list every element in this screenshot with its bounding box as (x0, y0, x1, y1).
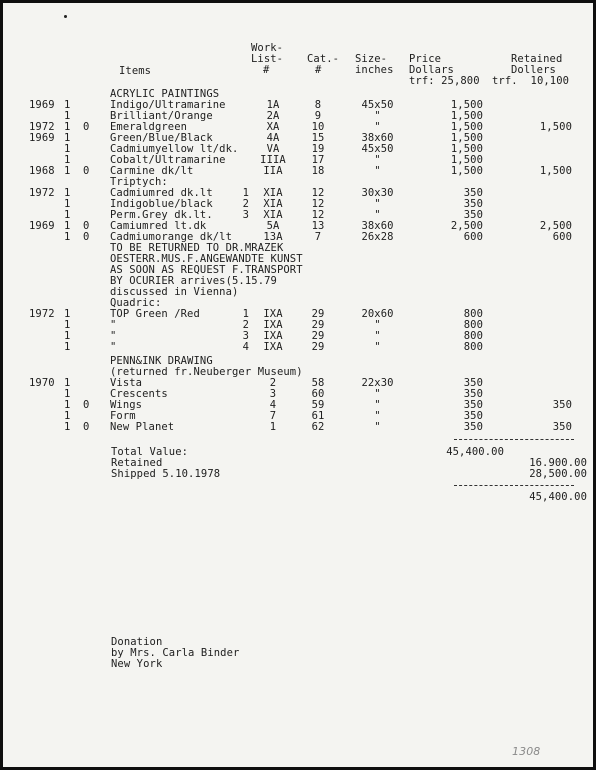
header-size-1: Size- (355, 53, 388, 65)
cell-wl: IIA (263, 165, 283, 177)
header-work-list-1: Work- (251, 42, 284, 54)
cell-size: 38x60 (361, 220, 394, 232)
cell-item: Cadmiumorange dk/lt (110, 231, 233, 243)
cell-num: 1 (242, 308, 249, 320)
cell-price: 350 (463, 388, 483, 400)
cell-year: 1972 (29, 121, 55, 133)
cell-num: 1 (242, 187, 249, 199)
cell-wl: IXA (263, 319, 283, 331)
cell-year: 1969 (29, 220, 55, 232)
cell-price: 350 (463, 187, 483, 199)
cell-c1: 1 (64, 421, 71, 433)
cell-price: 350 (463, 399, 483, 411)
cell-size: " (374, 399, 381, 411)
cell-cat: 59 (311, 399, 325, 411)
cell-item: Form (110, 410, 136, 422)
cell-c1: 1 (64, 399, 71, 411)
cell-cat: 15 (311, 132, 325, 144)
cell-item: Indigoblue/black (110, 198, 213, 210)
cell-cat: 8 (314, 99, 322, 111)
cell-cat: 12 (311, 209, 325, 221)
cell-price: 1,500 (450, 110, 483, 122)
cell-cat: 18 (311, 165, 325, 177)
cell-item: Brilliant/Orange (110, 110, 213, 122)
cell-item: " (110, 330, 117, 342)
cell-price: 350 (463, 198, 483, 210)
cell-size: " (374, 121, 381, 133)
cell-size: 45x50 (361, 99, 394, 111)
donation-line-1: Donation (111, 636, 163, 648)
cell-item: New Planet (110, 421, 175, 433)
cell-wl: 4 (269, 399, 277, 411)
cell-price: 350 (463, 209, 483, 221)
cell-cat: 29 (311, 341, 325, 353)
cell-size: 20x60 (361, 308, 394, 320)
cell-price: 1,500 (450, 143, 483, 155)
cell-wl: XA (266, 121, 280, 133)
cell-c1: 1 (64, 330, 71, 342)
cell-wl: IXA (263, 308, 283, 320)
cell-price: 800 (463, 341, 483, 353)
cell-wl: XIA (263, 209, 283, 221)
cell-size: " (374, 198, 381, 210)
cell-c1: 1 (64, 121, 71, 133)
cell-size: 38x60 (361, 132, 394, 144)
cell-c1: 1 (64, 198, 71, 210)
cell-item: Carmine dk/lt (110, 165, 194, 177)
cell-item: TOP Green /Red (110, 308, 200, 320)
cell-cat: 58 (311, 377, 325, 389)
cell-wl: IIIA (260, 154, 286, 166)
cell-price: 800 (463, 319, 483, 331)
cell-cat: 29 (311, 308, 325, 320)
cell-num: 4 (242, 341, 249, 353)
cell-item: Crescents (110, 388, 168, 400)
cell-size: 26x28 (361, 231, 394, 243)
cell-wl: IXA (263, 330, 283, 342)
cell-c2: 0 (83, 121, 90, 133)
cell-c1: 1 (64, 132, 71, 144)
cell-cat: 12 (311, 198, 325, 210)
section-penink-note: (returned fr.Neuberger Museum) (110, 366, 303, 378)
cell-price: 350 (463, 377, 483, 389)
cell-price: 350 (463, 410, 483, 422)
cell-price: 2,500 (450, 220, 483, 232)
cell-size: " (374, 388, 381, 400)
cell-wl: VA (266, 143, 280, 155)
note-line-2: OESTERR.MUS.F.ANGEWANDTE KUNST (110, 253, 303, 265)
cell-wl: 13A (263, 231, 283, 243)
cell-item: Indigo/Ultramarine (110, 99, 226, 111)
cell-year: 1968 (29, 165, 55, 177)
cell-item: Cadmiumred dk.lt (110, 187, 213, 199)
cell-wl: 1A (266, 99, 280, 111)
header-size-2: inches (355, 64, 394, 76)
donation-line-2: by Mrs. Carla Binder (111, 647, 240, 659)
cell-c1: 1 (64, 154, 71, 166)
total-value: 45,400.00 (446, 446, 504, 458)
cell-c2: 0 (83, 220, 90, 232)
cell-year: 1972 (29, 308, 55, 320)
note-line-5: discussed in Vienna) (110, 286, 239, 298)
cell-size: " (374, 319, 381, 331)
shipped-label: Shipped 5.10.1978 (111, 468, 221, 480)
cell-size: " (374, 410, 381, 422)
cell-price: 1,500 (450, 165, 483, 177)
donation-line-3: New York (111, 658, 163, 670)
cell-num: 2 (242, 319, 249, 331)
cell-item: Cadmiumyellow lt/dk. (110, 143, 239, 155)
section-triptych: Triptych: (110, 176, 168, 188)
page-number: 1308 (512, 745, 541, 758)
cell-cat: 29 (311, 319, 325, 331)
cell-size: " (374, 341, 381, 353)
cell-wl: XIA (263, 187, 283, 199)
cell-cat: 60 (311, 388, 325, 400)
cell-cat: 12 (311, 187, 325, 199)
cell-wl: 1 (269, 421, 277, 433)
cell-c1: 1 (64, 410, 71, 422)
cell-price: 1,500 (450, 99, 483, 111)
header-work-list-3: # (263, 64, 270, 76)
cell-ret: 600 (552, 231, 572, 243)
cell-c1: 1 (64, 308, 71, 320)
cell-price: 1,500 (450, 154, 483, 166)
cell-wl: 3 (269, 388, 277, 400)
cell-price: 600 (463, 231, 483, 243)
cell-c1: 1 (64, 99, 71, 111)
cell-cat: 29 (311, 330, 325, 342)
cell-c2: 0 (83, 399, 90, 411)
cell-item: " (110, 319, 117, 331)
cell-wl: IXA (263, 341, 283, 353)
cell-c1: 1 (64, 388, 71, 400)
cell-wl: 5A (266, 220, 280, 232)
cell-c1: 1 (64, 110, 71, 122)
header-retained-3: trf. 10,100 (492, 75, 570, 87)
cell-cat: 62 (311, 421, 325, 433)
header-work-list-2: List- (251, 53, 284, 65)
shipped-value: 28,500.00 (529, 468, 587, 480)
cell-c1: 1 (64, 231, 71, 243)
cell-c1: 1 (64, 341, 71, 353)
cell-item: " (110, 341, 117, 353)
cell-wl: 7 (269, 410, 277, 422)
cell-ret: 2,500 (539, 220, 572, 232)
cell-year: 1972 (29, 187, 55, 199)
cell-size: " (374, 165, 381, 177)
cell-wl: 2A (266, 110, 280, 122)
cell-size: " (374, 154, 381, 166)
cell-ret: 350 (552, 399, 572, 411)
header-retained-1: Retained (511, 53, 563, 65)
cell-item: Vista (110, 377, 143, 389)
cell-size: " (374, 421, 381, 433)
cell-wl: 4A (266, 132, 280, 144)
note-line-3: AS SOON AS REQUEST F.TRANSPORT (110, 264, 303, 276)
section-acrylic: ACRYLIC PAINTINGS (110, 88, 220, 100)
section-penink: PENN&INK DRAWING (110, 355, 213, 367)
cell-item: Wings (110, 399, 143, 411)
header-price-2: Dollars (409, 64, 454, 76)
cell-size: 22x30 (361, 377, 394, 389)
cell-wl: 2 (269, 377, 277, 389)
cell-num: 3 (242, 330, 249, 342)
cell-price: 350 (463, 421, 483, 433)
cell-cat: 61 (311, 410, 325, 422)
cell-price: 1,500 (450, 121, 483, 133)
cell-c1: 1 (64, 187, 71, 199)
cell-c1: 1 (64, 220, 71, 232)
cell-c1: 1 (64, 319, 71, 331)
cell-c1: 1 (64, 377, 71, 389)
cell-price: 800 (463, 330, 483, 342)
grand-total-value: 45,400.00 (529, 491, 587, 503)
header-price-1: Price (409, 53, 442, 65)
cell-size: " (374, 330, 381, 342)
cell-item: Emeraldgreen (110, 121, 188, 133)
cell-c2: 0 (83, 231, 90, 243)
cell-cat: 7 (314, 231, 322, 243)
cell-cat: 17 (311, 154, 325, 166)
header-cat-1: Cat.- (307, 53, 340, 65)
cell-year: 1969 (29, 132, 55, 144)
cell-size: 30x30 (361, 187, 394, 199)
cell-item: Green/Blue/Black (110, 132, 213, 144)
cell-ret: 350 (552, 421, 572, 433)
cell-c2: 0 (83, 165, 90, 177)
header-items: Items (119, 65, 152, 77)
cell-item: Cobalt/Ultramarine (110, 154, 226, 166)
cell-c1: 1 (64, 165, 71, 177)
note-line-4: BY OCURIER arrives(5.15.79 (110, 275, 277, 287)
cell-item: Camiumred lt.dk (110, 220, 207, 232)
cell-num: 3 (242, 209, 249, 221)
section-quadric: Quadric: (110, 297, 162, 309)
cell-size: " (374, 110, 381, 122)
cell-cat: 10 (311, 121, 325, 133)
header-retained-2: Dollers (511, 64, 556, 76)
header-cat-2: # (315, 64, 322, 76)
separator-line (454, 439, 574, 440)
cell-num: 2 (242, 198, 249, 210)
cell-year: 1969 (29, 99, 55, 111)
cell-c2: 0 (83, 421, 90, 433)
cell-size: " (374, 209, 381, 221)
total-label: Total Value: (111, 446, 189, 458)
cell-item: Perm.Grey dk.lt. (110, 209, 213, 221)
separator-line (454, 485, 574, 486)
cell-cat: 13 (311, 220, 325, 232)
note-line-1: TO BE RETURNED TO DR.MRAZEK (110, 242, 284, 254)
retained-value: 16.900.00 (529, 457, 587, 469)
header-price-3: trf: 25,800 (409, 75, 480, 87)
punch-mark (64, 15, 67, 18)
cell-price: 800 (463, 308, 483, 320)
cell-cat: 9 (314, 110, 322, 122)
cell-year: 1970 (29, 377, 55, 389)
cell-c1: 1 (64, 209, 71, 221)
cell-cat: 19 (311, 143, 325, 155)
cell-size: 45x50 (361, 143, 394, 155)
cell-ret: 1,500 (539, 165, 572, 177)
cell-wl: XIA (263, 198, 283, 210)
cell-c1: 1 (64, 143, 71, 155)
cell-price: 1,500 (450, 132, 483, 144)
retained-label: Retained (111, 457, 163, 469)
cell-ret: 1,500 (539, 121, 572, 133)
